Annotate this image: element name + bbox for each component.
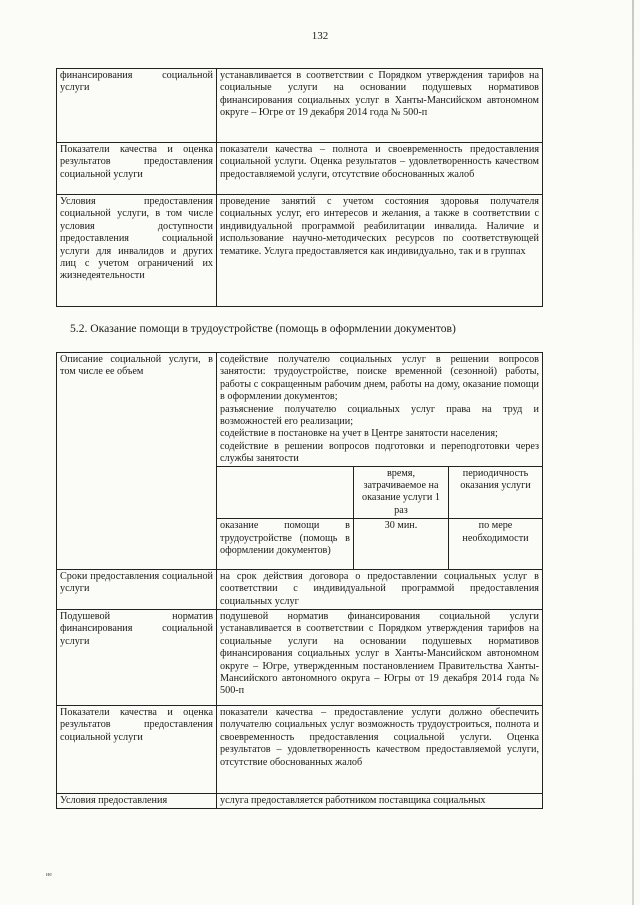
service-table-5-2 (56, 352, 543, 809)
row-text (217, 353, 543, 570)
row-label: Показатели качества и оценка результатов предоставления социальной услуги (57, 143, 217, 195)
table-row (57, 353, 543, 570)
row-text: услуга предоставляется работником поставщика социальных (217, 794, 543, 809)
row-label: Показатели качества и оценка результатов предоставления социальной услуги (57, 706, 217, 794)
row-label: Описание социальной услуги, в том числе ее объем (57, 353, 217, 570)
table-row (217, 466, 542, 519)
description-paragraph: содействие в постановке на учет в Центре занятости населения; (220, 428, 498, 440)
row-text: устанавливается в соответствии с Порядком утверждения тарифов на социальные услуги на основании подушевых нормативов финансирования социальных услуг в Ханты-Мансийском автономном округе – Югре от 19 декабря 2014 года № 500-п (217, 69, 543, 143)
table-row (57, 143, 543, 195)
section-heading: 5.2. Оказание помощи в трудоустройстве (помощь в оформлении документов) (70, 322, 456, 335)
table-row (57, 69, 543, 143)
row-label: Условия предоставления (57, 794, 217, 809)
description-paragraph: разъяснение получателю социальных услуг права на труд и возможностей его реализации; (220, 403, 539, 428)
row-label: Сроки предоставления социальной услуги (57, 569, 217, 609)
description-paragraph: содействие получателю социальных услуг в решении вопросов занятости: трудоустройстве, поиске временной (сезонной) работы, работы с сокращенным рабочим днем, работы на дому, оказание помощи в оформлении документов; (220, 354, 539, 403)
row-label: финансирования социальной услуги (57, 69, 217, 143)
table-row (217, 519, 542, 569)
table-row (57, 706, 543, 794)
row-text: проведение занятий с учетом состояния здоровья получателя социальных услуг, его интересов и желания, а также в соответствии с индивидуальной программой реабилитации инвалида. Наличие и использование научно-методических ресурсов по соответствующей тематике. Услуга предоставляется как индивидуально, так и в группах (217, 195, 543, 307)
empty-header-cell (217, 466, 354, 519)
column-header-time: время, затрачиваемое на оказание услуги 1 раз (354, 466, 449, 519)
row-label: Условия предоставления социальной услуги, в том числе условия доступности предоставления социальной услуги для инвалидов и других лиц с учетом ограничений их жизнедеятельности (57, 195, 217, 307)
row-text: на срок действия договора о предоставлении социальных услуг в соответствии с индивидуальной программой предоставления социальных услуг (217, 569, 543, 609)
row-text: показатели качества – полнота и своевременность предоставления социальной услуги. Оценка результатов – удовлетворенность качеством предоставляемой услуги, отсутствие обоснованных жалоб (217, 143, 543, 195)
time-cell: 30 мин. (354, 519, 449, 569)
service-name-cell: оказание помощи в трудоустройстве (помощь в оформлении документов) (217, 519, 354, 569)
service-volume-table (217, 466, 542, 569)
table-row (57, 610, 543, 706)
table-row (57, 569, 543, 609)
table-row (57, 195, 543, 307)
row-text: подушевой норматив финансирования социальной услуги устанавливается в соответствии с Порядком утверждения тарифов на социальные услуги на основании подушевых нормативов финансирования социальных услуг в Ханты-Мансийском автономном округе – Югре, утвержденным постановлением Правительства Ханты-Мансийского автономного округа – Югры от 19 декабря 2014 года № 500-п (217, 610, 543, 706)
column-header-period: периодичность оказания услуги (449, 466, 543, 519)
service-table-continued (56, 68, 543, 307)
description-paragraph: содействие в решении вопросов подготовки и переподготовки через службы занятости (220, 440, 539, 465)
footer-mark: ие (46, 872, 52, 878)
row-text: показатели качества – предоставление услуги должно обеспечить получателю социальных услуг возможность трудоустроиться, полнота и своевременность предоставления социальной услуги. Оценка результатов – удовлетворенность качеством предоставляемой услуги, отсутствие обоснованных жалоб (217, 706, 543, 794)
period-cell: по мере необходимости (449, 519, 543, 569)
row-label: Подушевой норматив финансирования социальной услуги (57, 610, 217, 706)
scan-edge-shadow (632, 0, 634, 905)
page-number: 132 (311, 30, 329, 42)
table-row (57, 794, 543, 809)
